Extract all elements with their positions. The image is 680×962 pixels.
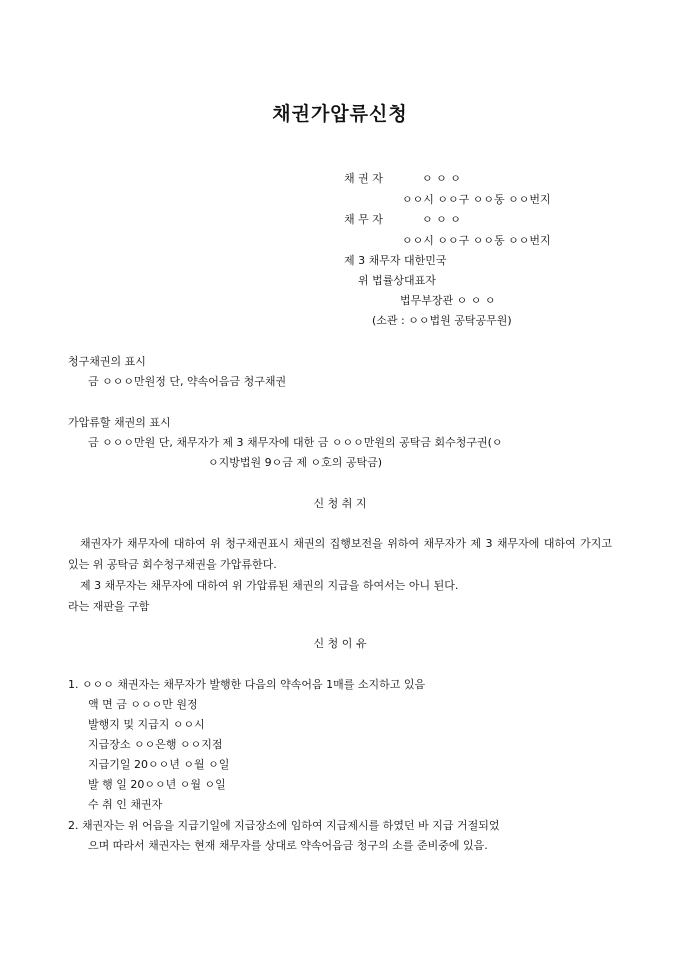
debtor-label: 채 무 자 [344, 213, 383, 226]
purpose-paragraph-2: 제 3 채무자는 채무자에 대하여 위 가압류된 채권의 지급을 하여서는 아니 된다. [80, 579, 459, 592]
reason-item-1: 1. ㅇㅇㅇ 채권자는 채무자가 발행한 다음의 약속어음 1매를 소지하고 있음 [68, 678, 426, 691]
creditor-name: ㅇ ㅇ ㅇ [422, 172, 461, 185]
note-amount: 액 면 금 ㅇㅇㅇ만 원정 [88, 698, 198, 711]
seizure-heading: 가압류할 채권의 표시 [68, 416, 171, 429]
purpose-paragraph-3: 라는 재판을 구함 [68, 600, 150, 613]
seizure-line-2: ㅇ지방법원 9ㅇ금 제 ㅇ호의 공탁금) [208, 456, 383, 469]
purpose-paragraph-1: 채권자가 채무자에 대하여 위 청구채권표시 채권의 집행보전을 위하여 채무자가 제 3 채무자에 대하여 가지고 있는 위 공탁금 회수청구채권을 가압류한다. [68, 537, 612, 571]
third-debtor-office: (소관 : ㅇㅇ법원 공탁공무원) [372, 314, 512, 327]
note-due-date: 지급기일 20ㅇㅇ년 ㅇ월 ㅇ일 [88, 758, 230, 771]
claim-body: 금 ㅇㅇㅇ만원정 단, 약속어음금 청구채권 [88, 375, 287, 388]
creditor-address: ㅇㅇ시 ㅇㅇ구 ㅇㅇ동 ㅇㅇ번지 [402, 193, 551, 206]
claim-heading: 청구채권의 표시 [68, 355, 146, 368]
creditor-label: 채 권 자 [344, 172, 383, 185]
purpose-section [68, 533, 612, 617]
note-payee: 수 취 인 채권자 [88, 798, 163, 811]
third-debtor-representative: 위 법률상대표자 [358, 274, 436, 287]
note-issue-date: 발 행 일 20ㅇㅇ년 ㅇ월 ㅇ일 [88, 778, 226, 791]
seizure-line-1: 금 ㅇㅇㅇ만원 단, 채무자가 제 3 채무자에 대한 금 ㅇㅇㅇ만원의 공탁금 회수청구권(ㅇ [88, 436, 503, 449]
reason-item-2-line-1: 2. 채권자는 위 어음을 지급기일에 지급장소에 임하여 지급제시를 하였던 바 지급 거절되었 [68, 819, 500, 832]
purpose-heading: 신 청 취 지 [313, 497, 367, 510]
third-debtor-label: 제 3 채무자 대한민국 [344, 254, 447, 267]
document-title: 채권가압류신청 [272, 103, 408, 125]
third-debtor-minister: 법무부장관 ㅇ ㅇ ㅇ [400, 294, 496, 307]
reasons-heading: 신 청 이 유 [313, 637, 367, 650]
debtor-address: ㅇㅇ시 ㅇㅇ구 ㅇㅇ동 ㅇㅇ번지 [402, 234, 551, 247]
note-payment-place: 지급장소 ㅇㅇ은행 ㅇㅇ지점 [88, 738, 223, 751]
reason-item-2-line-2: 으며 따라서 채권자는 현재 채무자를 상대로 약속어음금 청구의 소를 준비중에 있음. [88, 839, 488, 852]
debtor-name: ㅇ ㅇ ㅇ [422, 213, 461, 226]
note-issue-place: 발행지 및 지급지 ㅇㅇ시 [88, 718, 205, 731]
